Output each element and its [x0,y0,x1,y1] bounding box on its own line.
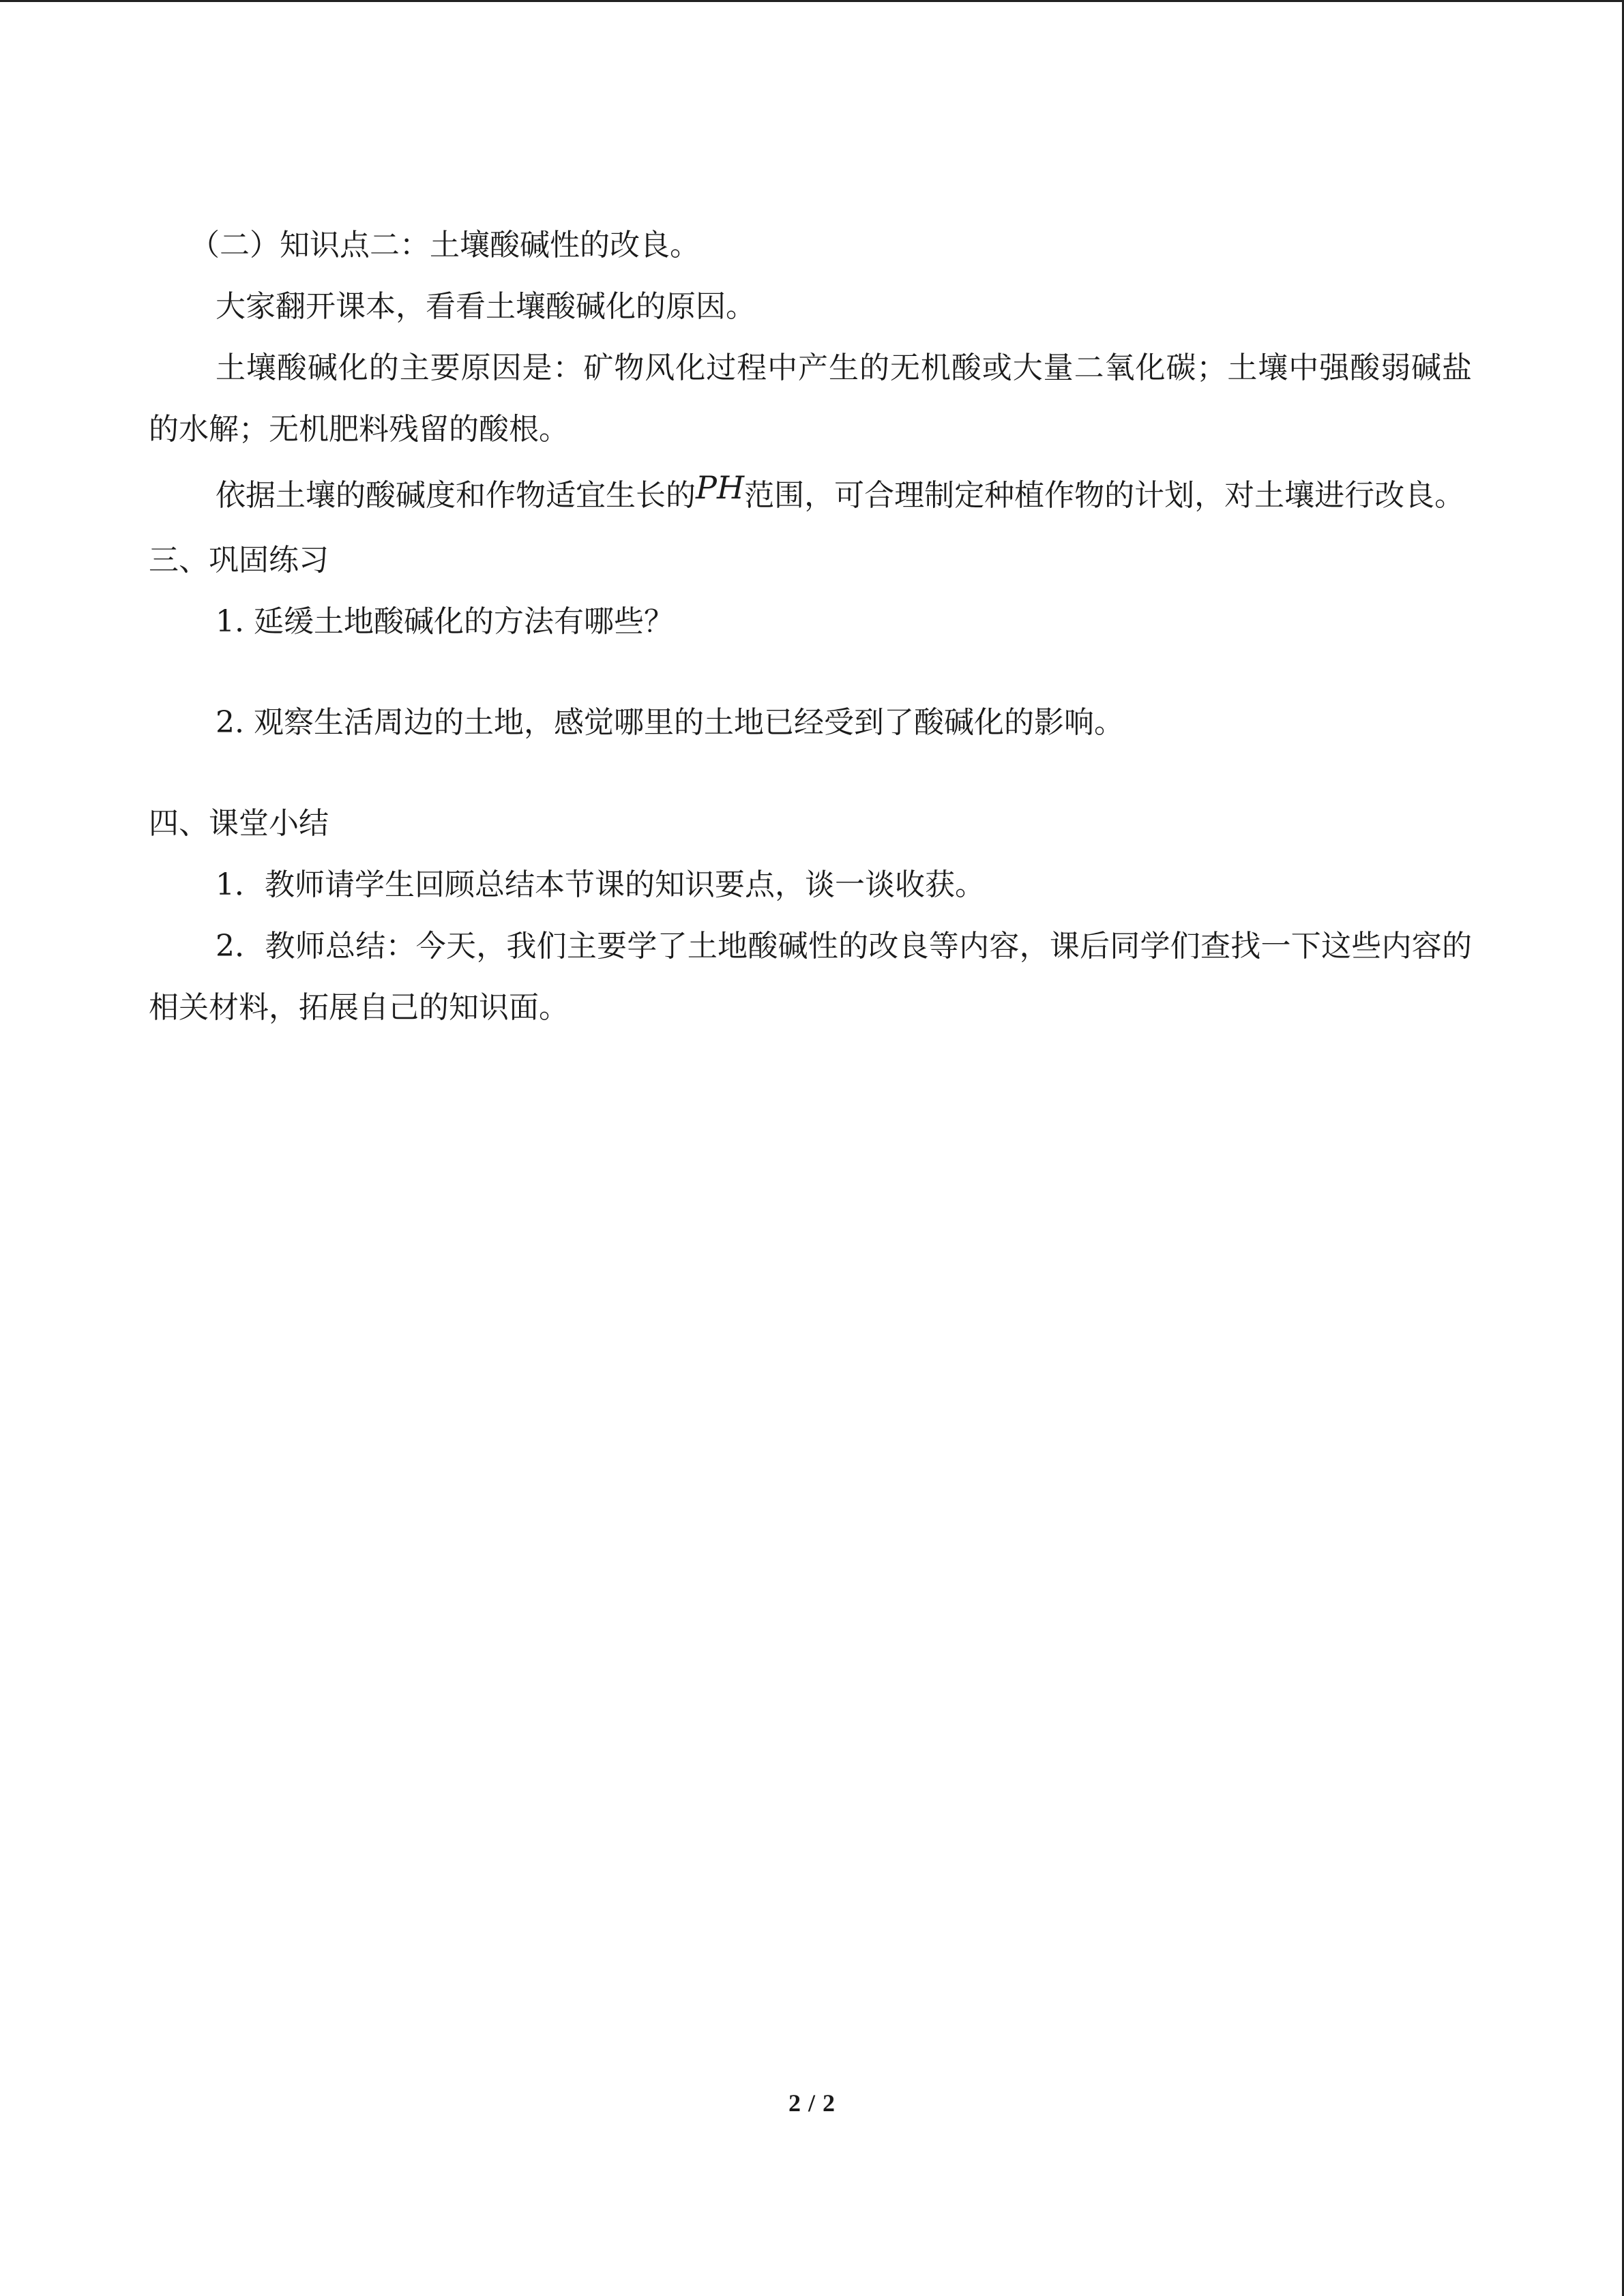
paragraph-improvement [149,460,1472,530]
paragraph-causes: 土壤酸碱化的主要原因是：矿物风化过程中产生的无机酸或大量二氧化碳；土壤中强酸弱碱盐的水解；无机肥料残留的酸根。 [149,351,1472,447]
exercise-item-1: 1. 延缓土地酸碱化的方法有哪些？ [216,604,674,639]
paragraph-improvement-before: 依据土壤的酸碱度和作物适宜生长的 [216,478,696,513]
ph-formula: PH [696,469,745,506]
summary-item-1: 1．教师请学生回顾总结本节课的知识要点，谈一谈收获。 [216,867,985,902]
page-number: 2 / 2 [788,2089,836,2117]
section-2-heading: （二）知识点二：土壤酸碱性的改良。 [190,228,700,263]
document-body [149,215,1472,1039]
spacer [149,754,1472,793]
exercise-item-2: 2. 观察生活周边的土地，感觉哪里的土地已经受到了酸碱化的影响。 [216,705,1124,740]
section-3-heading: 三、巩固练习 [149,543,329,578]
spacer [149,653,1472,692]
section-4-heading: 四、课堂小结 [149,806,329,841]
summary-item-2: 2．教师总结：今天，我们主要学了土地酸碱性的改良等内容，课后同学们查找一下这些内容的相关材料，拓展自己的知识面。 [149,929,1472,1025]
paragraph-improvement-after: 范围，可合理制定种植作物的计划，对土壤进行改良。 [744,478,1465,513]
paragraph-open-book: 大家翻开课本，看看土壤酸碱化的原因。 [216,289,756,324]
